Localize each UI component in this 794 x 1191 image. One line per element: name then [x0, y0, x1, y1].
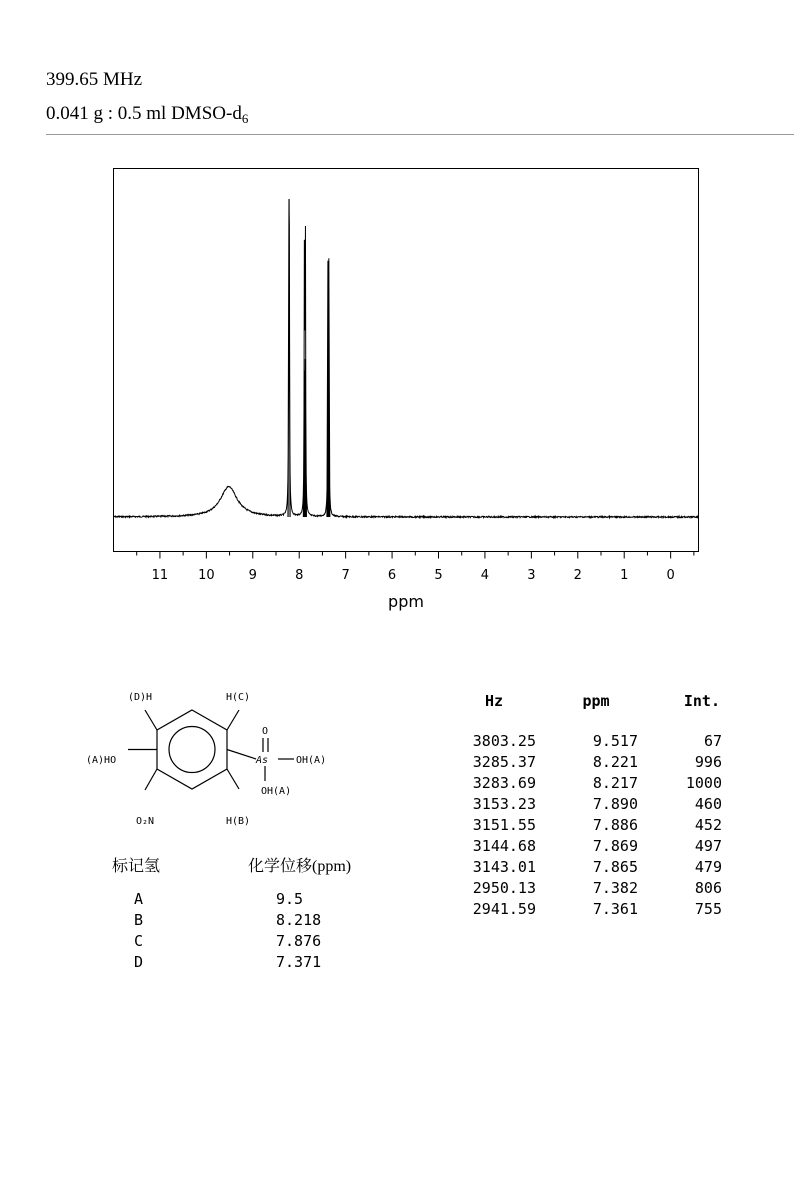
peak-hz: 3144.68: [472, 837, 536, 855]
peak-list-table: [452, 692, 722, 920]
x-tick-label: 5: [434, 568, 443, 583]
label-no2: O₂N: [136, 816, 155, 827]
peak-ppm: 7.382: [592, 879, 638, 897]
table-row: [452, 878, 722, 899]
table-row: [452, 857, 722, 878]
peak-intensity: 67: [703, 732, 722, 750]
peak-hz: 2941.59: [472, 900, 536, 918]
peak-intensity: 479: [694, 858, 722, 876]
peak-ppm: 7.361: [592, 900, 638, 918]
label-oxygen: O: [262, 726, 269, 737]
label-hd: (D)H: [128, 692, 153, 703]
x-tick-label: 11: [151, 568, 169, 583]
table-row: [452, 731, 722, 752]
label-oh-right: OH(A): [296, 755, 327, 766]
assignment-label: A: [134, 890, 144, 908]
assignment-label: B: [134, 911, 144, 929]
sample-text: 0.041 g : 0.5 ml DMSO-d: [46, 103, 242, 124]
table-row: [452, 794, 722, 815]
peak-intensity: 497: [694, 837, 722, 855]
table-row: [452, 815, 722, 836]
assignment-col-shift: 化学位移(ppm): [248, 858, 352, 875]
assignment-shift: 7.371: [276, 953, 322, 971]
label-hb: H(B): [226, 816, 251, 827]
peak-intensity: 996: [694, 753, 722, 771]
peak-ppm: 9.517: [592, 732, 638, 750]
peak-ppm: 8.221: [592, 753, 638, 771]
assignment-col-label: 标记氢: [112, 858, 161, 875]
benzene-ring: [157, 710, 227, 789]
x-axis-label: ppm: [388, 592, 424, 611]
peak-ppm: 7.890: [592, 795, 638, 813]
peak-hz: 3151.55: [472, 816, 536, 834]
peak-hz: 3285.37: [472, 753, 536, 771]
x-tick-label: 9: [248, 568, 257, 583]
peak-intensity: 1000: [685, 774, 722, 792]
peak-ppm: 7.865: [592, 858, 638, 876]
peak-hz: 3153.23: [472, 795, 536, 813]
peak-intensity: 755: [694, 900, 722, 918]
assignment-shift: 8.218: [276, 911, 322, 929]
bond-no2: [145, 769, 157, 790]
bond-as: [227, 750, 256, 760]
assignment-label: C: [134, 932, 144, 950]
peak-intensity: 460: [694, 795, 722, 813]
peak-hz: 3283.69: [472, 774, 536, 792]
x-tick-label: 10: [198, 568, 215, 583]
table-row: [452, 899, 722, 920]
assignment-shift: 7.876: [276, 932, 322, 950]
x-tick-label: 4: [480, 568, 490, 583]
col-hz-header: Hz: [484, 692, 504, 710]
peak-ppm: 7.886: [592, 816, 638, 834]
table-row: [452, 773, 722, 794]
label-arsenic: As: [256, 755, 269, 766]
peak-hz: 2950.13: [472, 879, 536, 897]
label-oh-left: (A)HO: [86, 755, 117, 766]
peak-intensity: 452: [694, 816, 722, 834]
x-tick-label: 7: [341, 568, 350, 583]
peak-ppm: 7.869: [592, 837, 638, 855]
x-tick-label: 1: [620, 568, 629, 583]
peak-intensity: 806: [694, 879, 722, 897]
assignment-label: D: [134, 953, 144, 971]
table-row: [452, 836, 722, 857]
label-oh-below: OH(A): [261, 786, 292, 797]
bond-hc: [227, 710, 239, 730]
x-tick-label: 3: [527, 568, 536, 583]
peak-hz: 3803.25: [472, 732, 536, 750]
peak-hz: 3143.01: [472, 858, 536, 876]
bond-hb: [227, 769, 239, 789]
aromatic-circle: [169, 727, 215, 773]
x-tick-label: 0: [666, 568, 675, 583]
col-ppm-header: ppm: [582, 692, 610, 710]
x-tick-label: 6: [387, 568, 397, 583]
x-tick-label: 8: [295, 568, 304, 583]
x-tick-label: 2: [573, 568, 582, 583]
sample-subscript: 6: [241, 111, 249, 126]
bond-hd: [145, 710, 157, 730]
label-hc: H(C): [226, 692, 251, 703]
peak-table-header: [452, 692, 722, 714]
assignment-shift: 9.5: [276, 890, 304, 908]
spectrometer-frequency: 399.65 MHz: [46, 69, 143, 90]
molecule-structure: [0, 0, 400, 840]
peak-ppm: 8.217: [592, 774, 638, 792]
table-row: [452, 752, 722, 773]
col-int-header: Int.: [683, 692, 720, 710]
